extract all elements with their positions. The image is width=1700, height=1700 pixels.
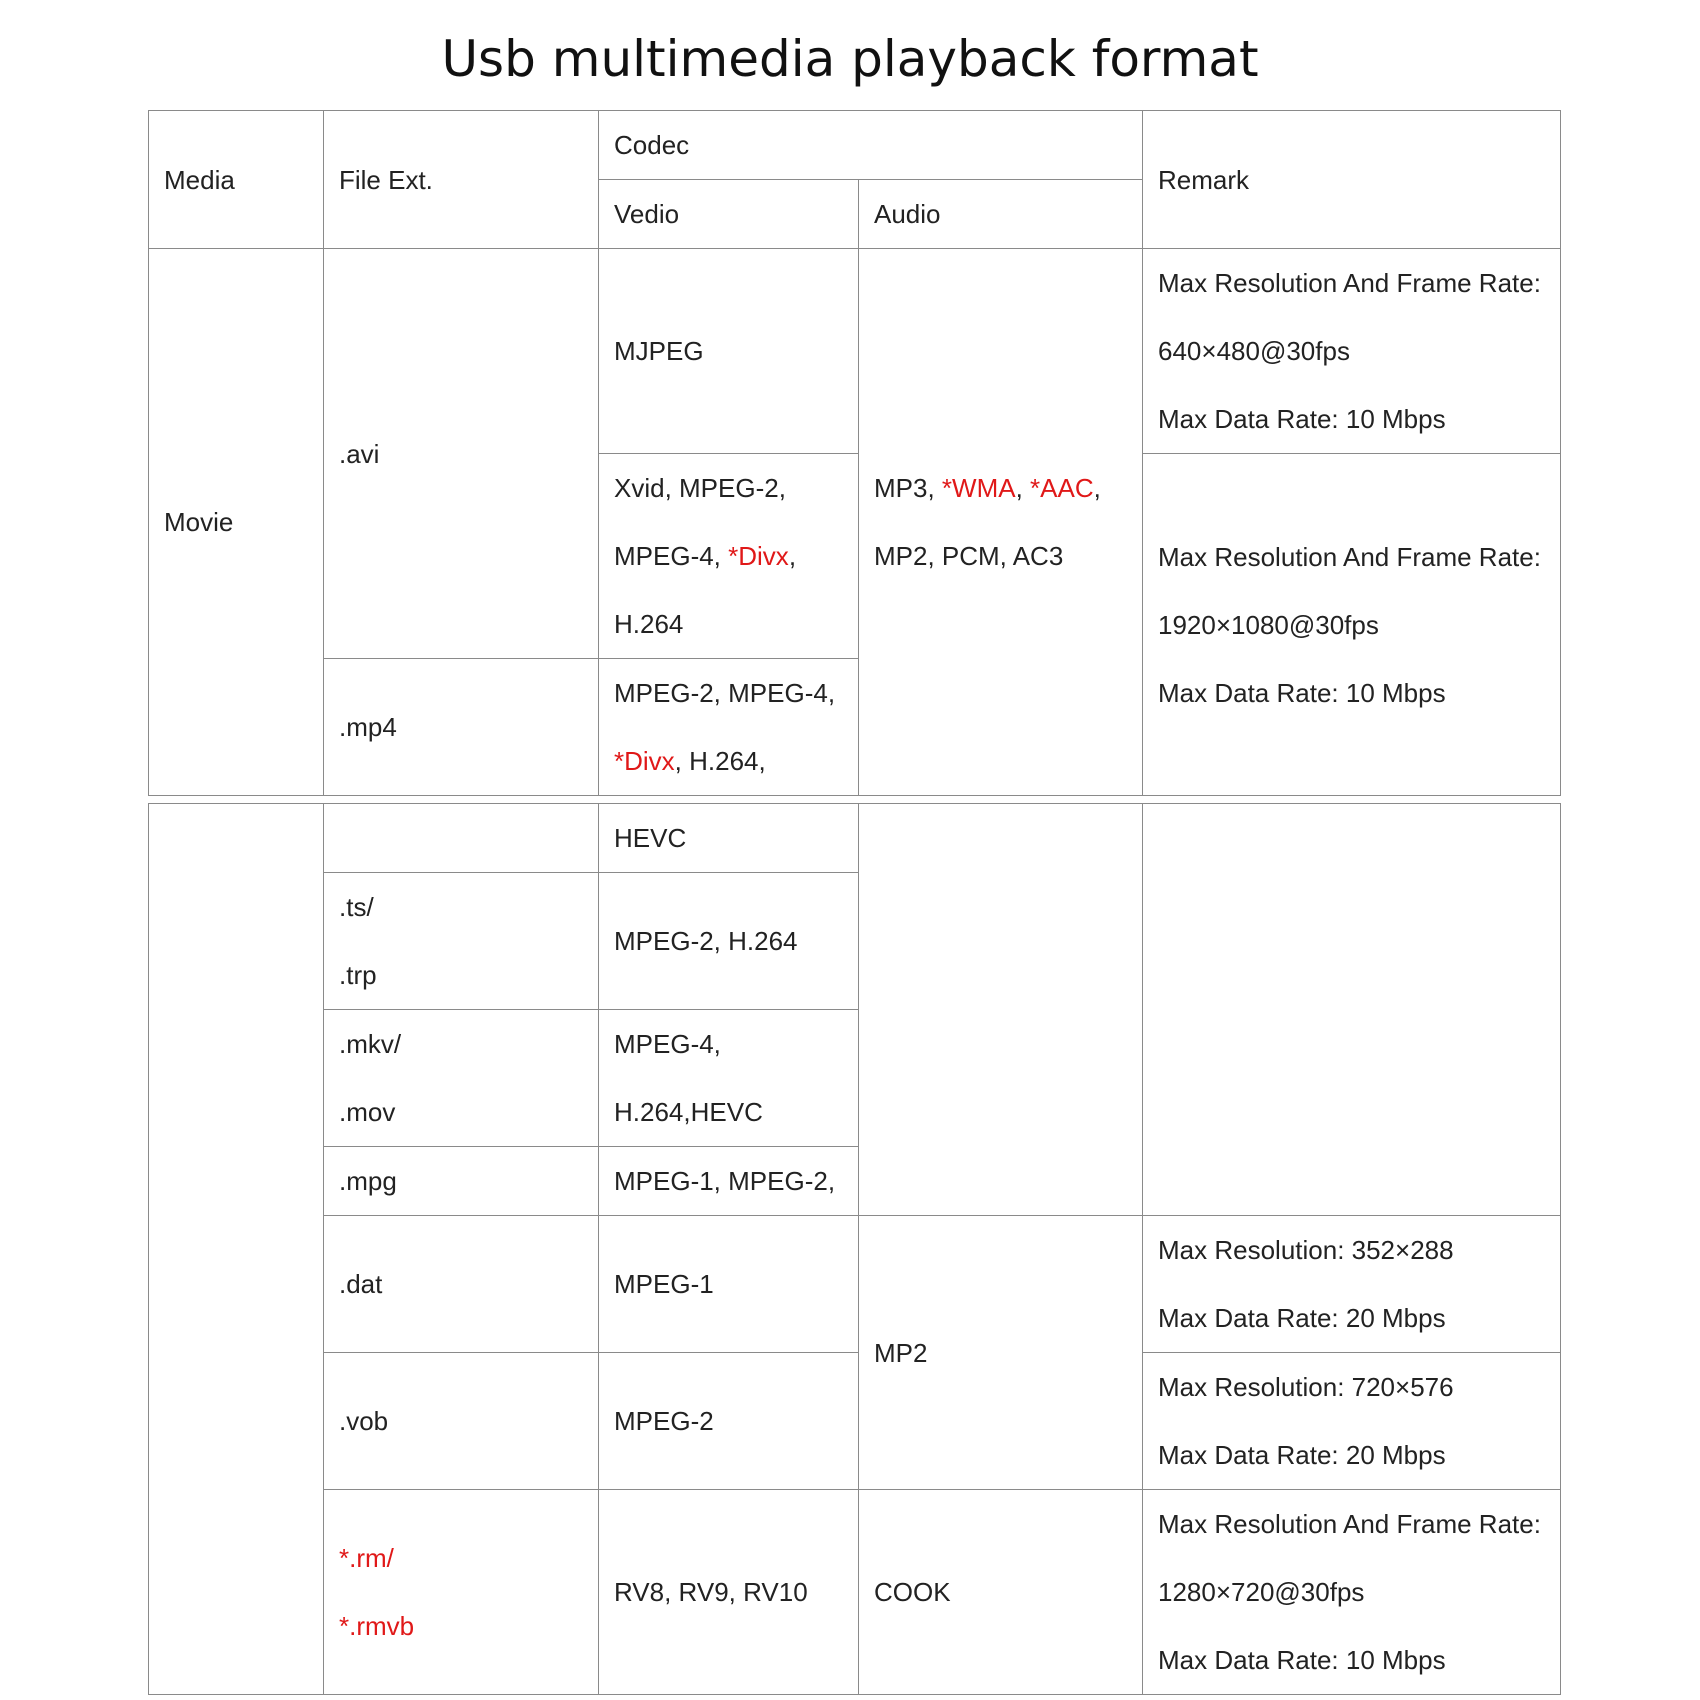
aac-highlight: *AAC (1030, 473, 1094, 503)
video-mjpeg: MJPEG (599, 249, 859, 454)
video-dat: MPEG-1 (599, 1216, 859, 1353)
header-audio: Audio (859, 180, 1143, 249)
header-media: Media (149, 111, 324, 249)
header-row (149, 111, 1561, 180)
format-table-top (148, 110, 1561, 796)
audio-movie (859, 249, 1143, 796)
table-row (149, 249, 1561, 454)
table-row (149, 804, 1561, 873)
media-movie: Movie (149, 249, 324, 796)
ext-mp4: .mp4 (324, 659, 599, 796)
video-hevc: HEVC (599, 804, 859, 873)
header-file-ext: File Ext. (324, 111, 599, 249)
audio-mp2: MP2 (859, 1216, 1143, 1490)
ext-avi: .avi (324, 249, 599, 659)
video-mp4: MPEG-2, MPEG-4, *Divx, H.264, (599, 659, 859, 796)
ext-ts: .ts/ .trp (324, 873, 599, 1010)
divx-highlight: *Divx (614, 746, 675, 776)
remark-rm: Max Resolution And Frame Rate: 1280×720@30fps Max Data Rate: 10 Mbps (1143, 1490, 1561, 1695)
ext-dat: .dat (324, 1216, 599, 1353)
header-video: Vedio (599, 180, 859, 249)
remark-continued (1143, 804, 1561, 1216)
divx-highlight: *Divx (728, 541, 789, 571)
wma-highlight: *WMA (941, 473, 1016, 503)
video-ts: MPEG-2, H.264 (599, 873, 859, 1010)
ext-mpg: .mpg (324, 1147, 599, 1216)
page-title: Usb multimedia playback format (441, 30, 1259, 88)
video-vob: MPEG-2 (599, 1353, 859, 1490)
audio-cook: COOK (859, 1490, 1143, 1695)
video-mkv: MPEG-4, H.264,HEVC (599, 1010, 859, 1147)
remark-hd: Max Resolution And Frame Rate: 1920×1080@30fps Max Data Rate: 10 Mbps (1143, 454, 1561, 796)
video-rm: RV8, RV9, RV10 (599, 1490, 859, 1695)
table-row (149, 1216, 1561, 1353)
ext-rm: *.rm/ *.rmvb (324, 1490, 599, 1695)
format-table-bottom (148, 803, 1561, 1695)
ext-vob: .vob (324, 1353, 599, 1490)
media-continued (149, 804, 324, 1695)
table-row (149, 1490, 1561, 1695)
remark-vob: Max Resolution: 720×576 Max Data Rate: 20 Mbps (1143, 1353, 1561, 1490)
video-avi: Xvid, MPEG-2, MPEG-4, *Divx, H.264 (599, 454, 859, 659)
header-codec: Codec (599, 111, 1143, 180)
audio-line-2: MP2, PCM, AC3 (874, 541, 1064, 571)
header-remark: Remark (1143, 111, 1561, 249)
audio-line-1: MP3, *WMA, *AAC, (874, 473, 1101, 503)
ext-blank (324, 804, 599, 873)
audio-continued (859, 804, 1143, 1216)
ext-mkv: .mkv/ .mov (324, 1010, 599, 1147)
remark-mjpeg: Max Resolution And Frame Rate: 640×480@30fps Max Data Rate: 10 Mbps (1143, 249, 1561, 454)
video-mpg: MPEG-1, MPEG-2, (599, 1147, 859, 1216)
table-row (149, 1353, 1561, 1490)
remark-dat: Max Resolution: 352×288 Max Data Rate: 20 Mbps (1143, 1216, 1561, 1353)
